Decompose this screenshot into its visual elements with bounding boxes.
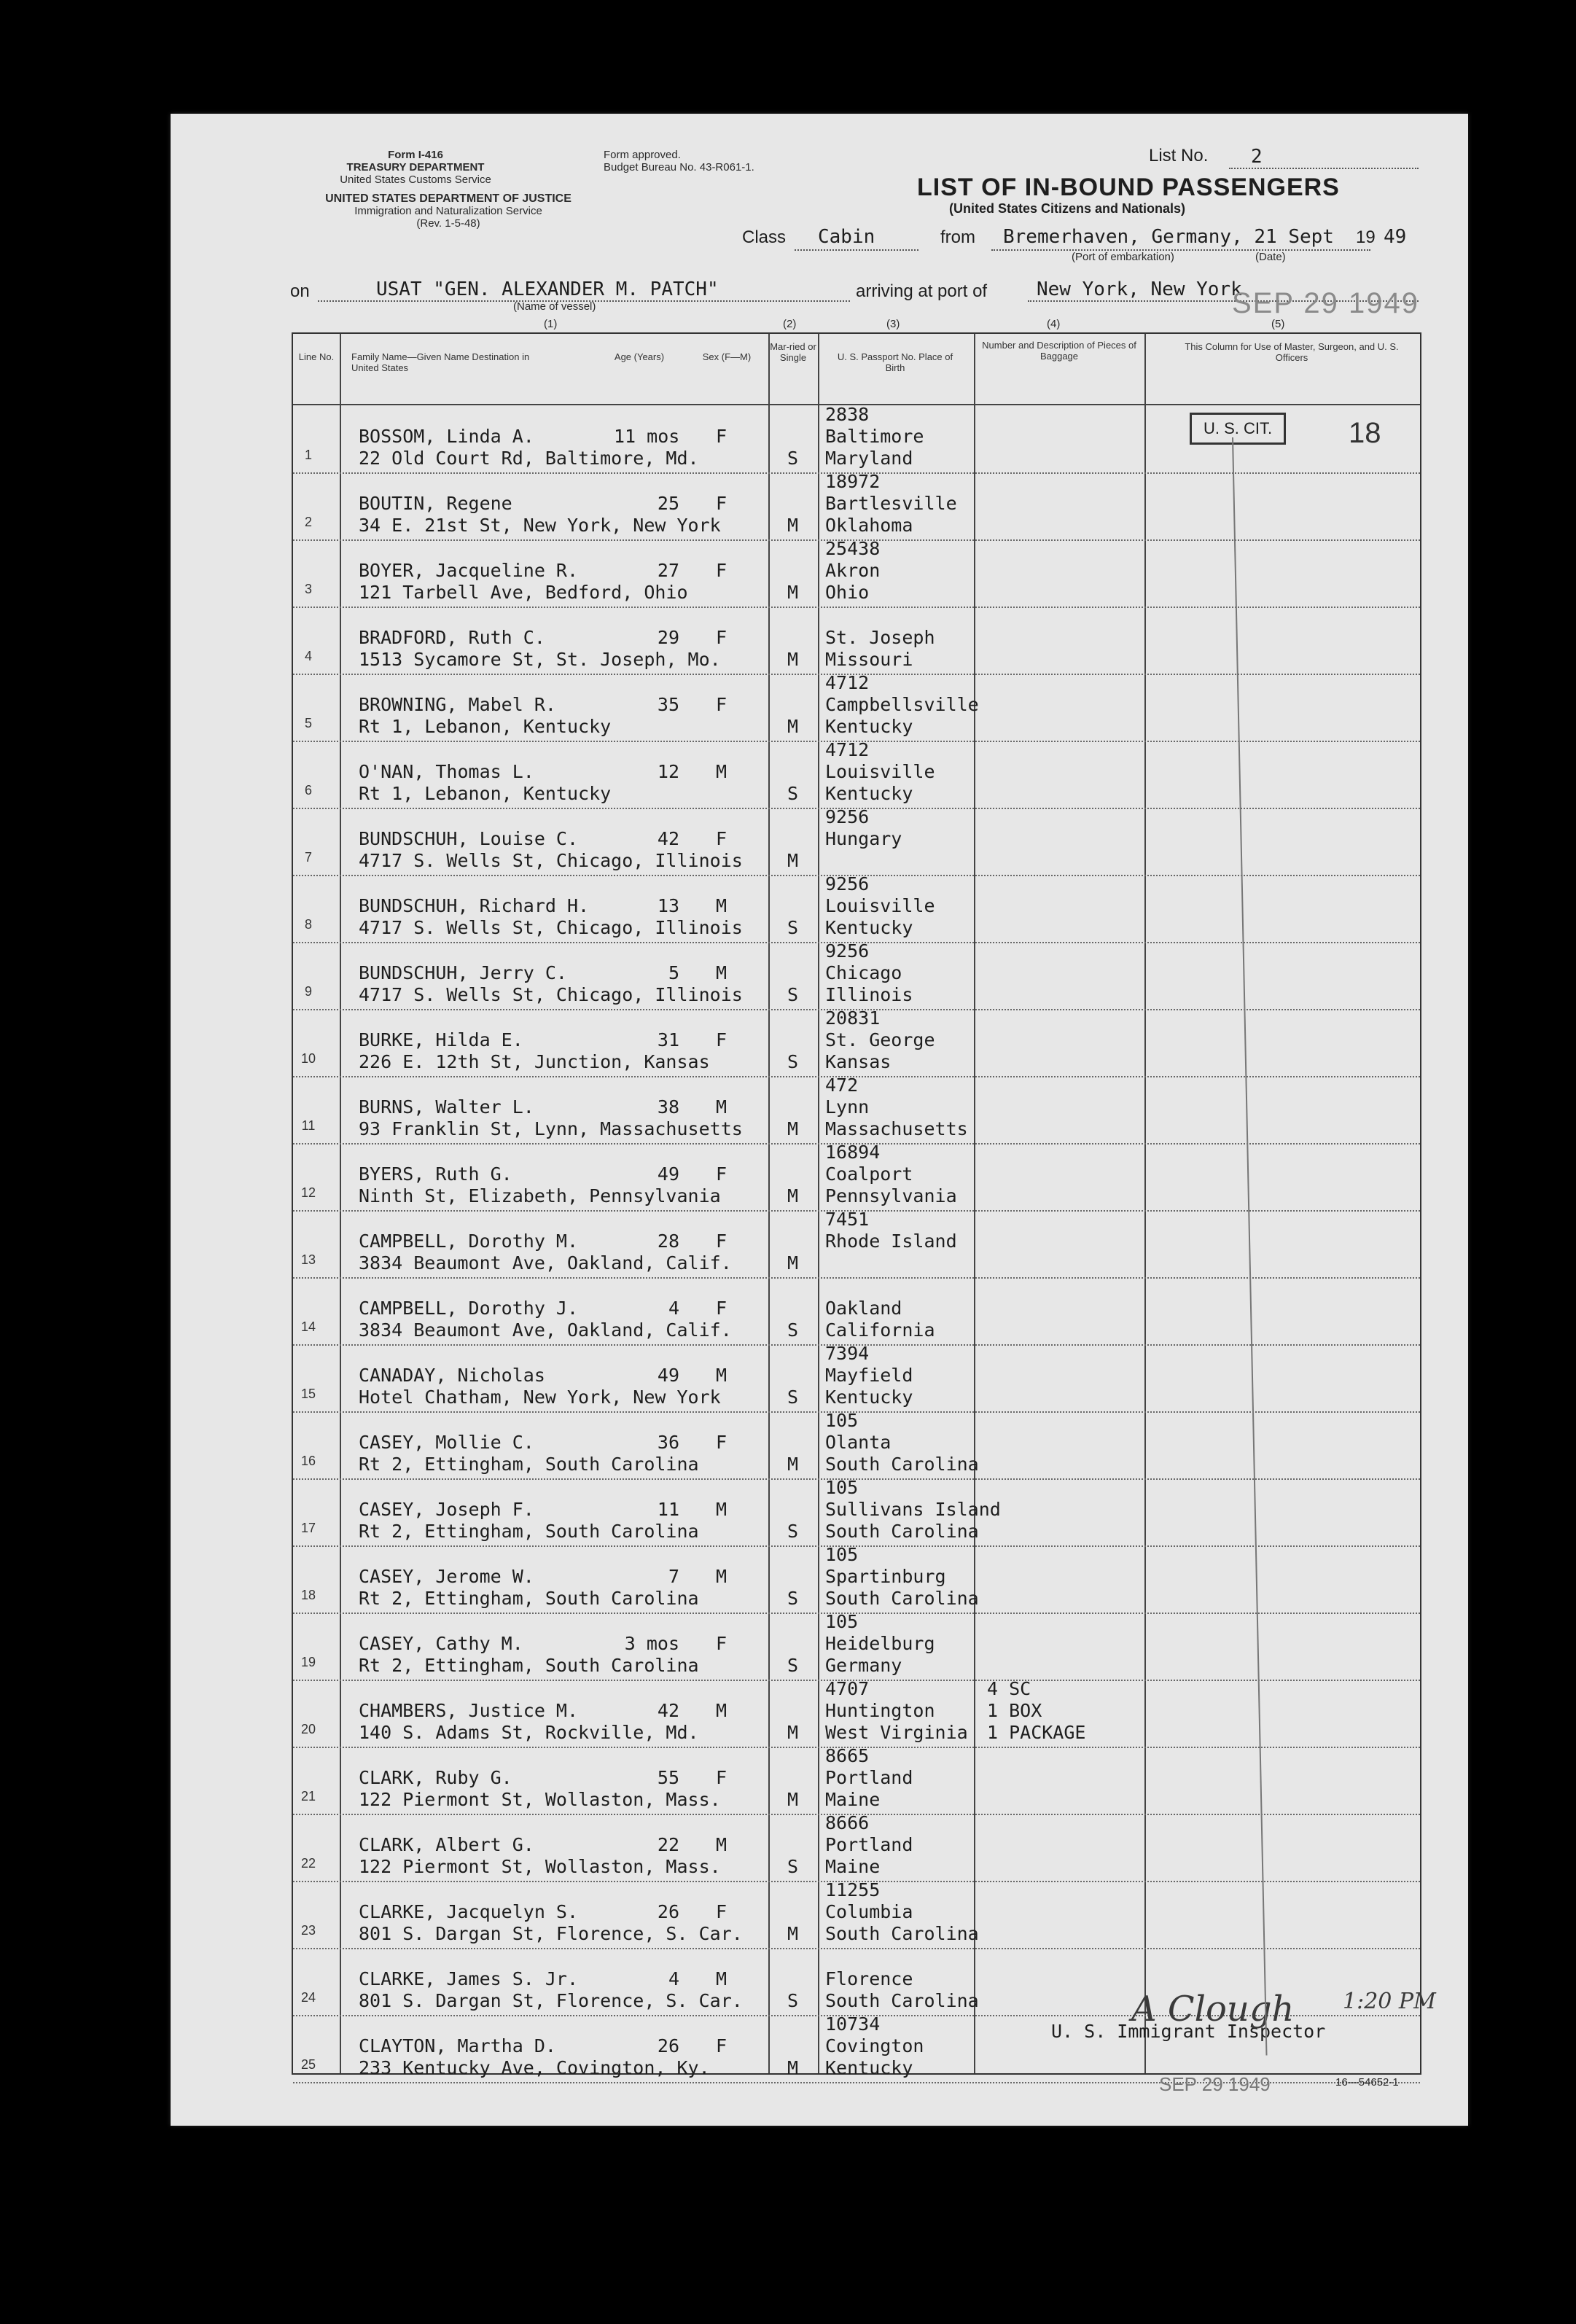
passenger-address: 1513 Sycamore St, St. Joseph, Mo. <box>359 649 721 670</box>
passport-number: 25438 <box>825 538 881 559</box>
passenger-row <box>293 1745 1420 1815</box>
passenger-address: 4717 S. Wells St, Chicago, Illinois <box>359 917 743 938</box>
passenger-row <box>293 1007 1420 1077</box>
birth-place-line2: Ohio <box>825 582 870 603</box>
passenger-name: BUNDSCHUH, Richard H. <box>359 895 590 916</box>
customs-service: United States Customs Service <box>340 173 491 186</box>
birth-place-line1: Louisville <box>825 895 935 916</box>
line-number: 14 <box>300 1319 316 1334</box>
passenger-row <box>293 1611 1420 1681</box>
passenger-age: 42 <box>657 1700 679 1721</box>
passport-number: 105 <box>825 1544 859 1565</box>
marital-status: M <box>787 1789 799 1810</box>
passport-number: 472 <box>825 1075 859 1096</box>
inspector-time: 1:20 PM <box>1343 1989 1436 2014</box>
passenger-name: BUNDSCHUH, Jerry C. <box>359 962 567 983</box>
passenger-name: CHAMBERS, Justice M. <box>359 1700 579 1721</box>
marital-status: S <box>787 1521 799 1542</box>
line-number: 11 <box>301 1118 316 1133</box>
passenger-address: 801 S. Dargan St, Florence, S. Car. <box>359 1923 743 1944</box>
line-number: 9 <box>304 984 312 999</box>
marital-status: M <box>787 1923 799 1944</box>
passenger-name: BOSSOM, Linda A. <box>359 426 534 447</box>
birth-place-line1: Portland <box>825 1767 913 1788</box>
passenger-name: CLARK, Albert G. <box>359 1834 534 1855</box>
marital-status: S <box>787 917 799 938</box>
marital-status: M <box>787 716 799 737</box>
birth-place-line1: Portland <box>825 1834 913 1855</box>
passenger-sex: F <box>716 694 727 715</box>
passenger-sex: F <box>716 1231 727 1252</box>
passenger-address: 34 E. 21st St, New York, New York <box>359 515 721 536</box>
passenger-address: Rt 2, Ettingham, South Carolina <box>359 1454 699 1475</box>
passenger-name: BRADFORD, Ruth C. <box>359 627 545 648</box>
birth-place-line1: Mayfield <box>825 1365 913 1386</box>
passenger-sex: F <box>716 1163 727 1185</box>
birth-place-line1: Huntington <box>825 1700 935 1721</box>
passenger-row <box>293 1879 1420 1949</box>
birth-place-line1: Heidelburg <box>825 1633 935 1654</box>
page-subtitle: (United States Citizens and Nationals) <box>949 201 1186 216</box>
passenger-row <box>293 404 1420 474</box>
line-number: 16 <box>300 1454 316 1468</box>
passenger-sex: F <box>716 1633 727 1654</box>
passenger-address: Rt 2, Ettingham, South Carolina <box>359 1655 699 1676</box>
birth-place-line2: Massachusetts <box>825 1118 968 1139</box>
passport-number: 9256 <box>825 873 870 894</box>
line-number: 21 <box>300 1789 316 1804</box>
passenger-age: 28 <box>657 1231 679 1252</box>
justice-dept: UNITED STATES DEPARTMENT OF JUSTICE <box>325 192 572 205</box>
passenger-row <box>293 1544 1420 1614</box>
vessel-name: USAT "GEN. ALEXANDER M. PATCH" <box>376 278 719 300</box>
passport-number: 2838 <box>825 404 870 425</box>
passenger-age: 26 <box>657 2035 679 2056</box>
passenger-row <box>293 873 1420 943</box>
birth-place-line2: Kentucky <box>825 1387 913 1408</box>
passenger-address: 93 Franklin St, Lynn, Massachusetts <box>359 1118 743 1139</box>
birth-place-line2: South Carolina <box>825 1990 979 2011</box>
officer-count: 18 <box>1349 417 1381 449</box>
passenger-sex: F <box>716 1298 727 1319</box>
marital-status: M <box>787 582 799 603</box>
line-number: 8 <box>304 917 312 932</box>
line-number: 7 <box>304 850 312 865</box>
embarkation-value: Bremerhaven, Germany, 21 Sept <box>1003 226 1334 248</box>
birth-place-line1: St. George <box>825 1029 935 1050</box>
passenger-name: CAMPBELL, Dorothy J. <box>359 1298 579 1319</box>
passport-number: 105 <box>825 1477 859 1498</box>
line-number: 3 <box>304 582 312 596</box>
class-value: Cabin <box>818 226 875 248</box>
passenger-name: CANADAY, Nicholas <box>359 1365 545 1386</box>
birth-place-line2: Maryland <box>825 448 913 469</box>
passenger-row <box>293 1477 1420 1547</box>
passport-number: 20831 <box>825 1007 881 1029</box>
passenger-row <box>293 538 1420 608</box>
birth-place-line2: Illinois <box>825 984 913 1005</box>
col-num-2: (2) <box>783 318 797 330</box>
birth-place-line2: West Virginia <box>825 1722 968 1743</box>
header-line-no: Line No. <box>298 351 335 362</box>
birth-place-line2: Maine <box>825 1856 881 1877</box>
line-number: 15 <box>300 1387 316 1401</box>
passport-number: 8666 <box>825 1812 870 1833</box>
passport-number: 11255 <box>825 1879 881 1900</box>
budget-bureau: Budget Bureau No. 43-R061-1. <box>604 161 754 173</box>
passenger-name: CLARKE, Jacquelyn S. <box>359 1901 579 1922</box>
passenger-row <box>293 1142 1420 1212</box>
passenger-age: 5 <box>668 962 679 983</box>
marital-status: S <box>787 1655 799 1676</box>
list-no-label: List No. <box>1149 146 1209 165</box>
passenger-age: 7 <box>668 1566 679 1587</box>
passport-number: 7451 <box>825 1209 870 1230</box>
inspector-signature: A Clough <box>1131 1989 1295 2029</box>
passenger-name: CAMPBELL, Dorothy M. <box>359 1231 579 1252</box>
passenger-address: 3834 Beaumont Ave, Oakland, Calif. <box>359 1319 732 1341</box>
list-no-underline <box>1229 168 1419 169</box>
marital-status: S <box>787 1387 799 1408</box>
line-number: 25 <box>300 2057 316 2072</box>
line-number: 24 <box>300 1990 316 2005</box>
line-number: 6 <box>304 783 312 798</box>
line-number: 13 <box>300 1252 316 1267</box>
birth-place-line1: Campbellsville <box>825 694 979 715</box>
passenger-sex: M <box>716 1499 727 1520</box>
passport-number: 7394 <box>825 1343 870 1364</box>
passenger-row <box>293 1678 1420 1748</box>
line-number: 17 <box>300 1521 316 1535</box>
col-num-3: (3) <box>886 318 900 330</box>
birth-place-line1: Chicago <box>825 962 902 983</box>
birth-place-line2: California <box>825 1319 935 1341</box>
line-number: 1 <box>304 448 312 462</box>
justice-block <box>284 192 612 230</box>
passenger-name: CLARKE, James S. Jr. <box>359 1968 579 1989</box>
marital-status: M <box>787 1722 799 1743</box>
birth-place-line2: Maine <box>825 1789 881 1810</box>
passenger-address: Hotel Chatham, New York, New York <box>359 1387 721 1408</box>
treasury-dept: TREASURY DEPARTMENT <box>346 161 485 173</box>
passenger-address: 122 Piermont St, Wollaston, Mass. <box>359 1856 721 1877</box>
header-name: Family Name—Given Name Destination in United States <box>351 351 530 373</box>
marital-status: S <box>787 1990 799 2011</box>
col-num-4: (4) <box>1047 318 1061 330</box>
birth-place-line2: Missouri <box>825 649 913 670</box>
passenger-sex: F <box>716 1432 727 1453</box>
header-married: Mar-ried or Single <box>770 341 816 363</box>
birth-place-line2: Kentucky <box>825 2057 913 2078</box>
form-approved: Form approved. <box>604 149 681 161</box>
passenger-name: CASEY, Cathy M. <box>359 1633 523 1654</box>
passenger-table <box>292 332 1436 2078</box>
marital-status: M <box>787 1185 799 1206</box>
birth-place-line2: Kentucky <box>825 716 913 737</box>
inspector-label: U. S. Immigrant Inspector <box>1051 2021 1326 2042</box>
birth-place-line1: Sullivans Island <box>825 1499 1001 1520</box>
passenger-address: Rt 2, Ettingham, South Carolina <box>359 1588 699 1609</box>
list-no-value: 2 <box>1251 146 1263 168</box>
header-age: Age (Years) <box>614 351 665 362</box>
birth-place-line2: Kansas <box>825 1051 892 1072</box>
revision: (Rev. 1-5-48) <box>416 217 480 230</box>
header-sex: Sex (F—M) <box>702 351 752 362</box>
passenger-address: Rt 1, Lebanon, Kentucky <box>359 716 612 737</box>
passport-number: 9256 <box>825 940 870 962</box>
footer-code: 16—54652-1 <box>1335 2076 1399 2089</box>
passport-number: 4707 <box>825 1678 870 1699</box>
passport-number: 10734 <box>825 2013 881 2035</box>
passenger-name: CLARK, Ruby G. <box>359 1767 512 1788</box>
passenger-name: BURNS, Walter L. <box>359 1096 534 1118</box>
marital-status: S <box>787 783 799 804</box>
passenger-name: CASEY, Mollie C. <box>359 1432 534 1453</box>
birth-place-line1: Oakland <box>825 1298 902 1319</box>
birth-place-line2: South Carolina <box>825 1521 979 1542</box>
passenger-age: 42 <box>657 828 679 849</box>
arrival-port: New York, New York <box>1037 278 1242 300</box>
marital-status: S <box>787 984 799 1005</box>
footer-date-stamp: SEP 29 1949 <box>1159 2073 1271 2095</box>
passenger-name: BURKE, Hilda E. <box>359 1029 523 1050</box>
passenger-sex: F <box>716 1767 727 1788</box>
passenger-age: 25 <box>657 493 679 514</box>
passenger-name: BOUTIN, Regene <box>359 493 512 514</box>
passenger-sex: M <box>716 895 727 916</box>
birth-place-line2: South Carolina <box>825 1588 979 1609</box>
marital-status: S <box>787 1051 799 1072</box>
birth-place-line1: Hungary <box>825 828 902 849</box>
form-header-left <box>284 149 547 186</box>
passenger-name: BUNDSCHUH, Louise C. <box>359 828 579 849</box>
line-number: 12 <box>300 1185 316 1200</box>
passenger-age: 4 <box>668 1298 679 1319</box>
passport-number: 9256 <box>825 806 870 827</box>
birth-place-line1: Rhode Island <box>825 1231 957 1252</box>
passport-number: 105 <box>825 1410 859 1431</box>
birth-place-line2: South Carolina <box>825 1454 979 1475</box>
passenger-name: BOYER, Jacqueline R. <box>359 560 579 581</box>
passenger-sex: F <box>716 426 727 447</box>
passenger-sex: M <box>716 1365 727 1386</box>
us-citizen-stamp: U. S. CIT. <box>1190 413 1286 445</box>
birth-place-line1: Coalport <box>825 1163 913 1185</box>
year-prefix: 19 <box>1356 227 1376 247</box>
line-number: 19 <box>300 1655 316 1669</box>
passport-number: 4712 <box>825 672 870 693</box>
passenger-row <box>293 608 1420 675</box>
date-note: (Date) <box>1255 251 1286 263</box>
birth-place-line1: Akron <box>825 560 881 581</box>
birth-place-line2: Pennsylvania <box>825 1185 957 1206</box>
marital-status: M <box>787 515 799 536</box>
passenger-age: 12 <box>657 761 679 782</box>
marital-status: M <box>787 2057 799 2078</box>
passenger-age: 36 <box>657 1432 679 1453</box>
line-number: 2 <box>304 515 312 529</box>
passenger-row <box>293 471 1420 541</box>
class-underline <box>795 249 918 251</box>
passenger-address: Rt 2, Ettingham, South Carolina <box>359 1521 699 1542</box>
passenger-address: 4717 S. Wells St, Chicago, Illinois <box>359 850 743 871</box>
passenger-sex: F <box>716 627 727 648</box>
line-number: 20 <box>300 1722 316 1736</box>
passport-number: 16894 <box>825 1142 881 1163</box>
passenger-sex: F <box>716 560 727 581</box>
line-number: 5 <box>304 716 312 730</box>
port-note: (Port of embarkation) <box>1072 251 1174 263</box>
line-number: 22 <box>300 1856 316 1871</box>
marital-status: M <box>787 1118 799 1139</box>
birth-place-line1: Lynn <box>825 1096 870 1118</box>
passenger-sex: M <box>716 1096 727 1118</box>
marital-status: S <box>787 1856 799 1877</box>
marital-status: S <box>787 1319 799 1341</box>
passenger-sex: M <box>716 1566 727 1587</box>
passenger-sex: F <box>716 1901 727 1922</box>
passenger-row <box>293 806 1420 876</box>
from-label: from <box>940 227 975 247</box>
passenger-address: 3834 Beaumont Ave, Oakland, Calif. <box>359 1252 732 1274</box>
baggage-item: 1 BOX <box>987 1700 1042 1721</box>
passenger-row <box>293 1812 1420 1882</box>
birth-place-line1: Florence <box>825 1968 913 1989</box>
passenger-age: 31 <box>657 1029 679 1050</box>
header-baggage: Number and Description of Pieces of Baggage <box>982 340 1136 362</box>
year-suffix: 49 <box>1384 226 1407 248</box>
vessel-note: (Name of vessel) <box>513 300 596 313</box>
line-number: 23 <box>300 1923 316 1938</box>
birth-place-line1: Baltimore <box>825 426 924 447</box>
passenger-address: 140 S. Adams St, Rockville, Md. <box>359 1722 699 1743</box>
birth-place-line1: Spartinburg <box>825 1566 946 1587</box>
baggage-item: 1 PACKAGE <box>987 1722 1086 1743</box>
header-officers: This Column for Use of Master, Surgeon, and U. S. Officers <box>1185 341 1399 363</box>
passenger-age: 4 <box>668 1968 679 1989</box>
passenger-sex: F <box>716 1029 727 1050</box>
marital-status: M <box>787 649 799 670</box>
passenger-age: 55 <box>657 1767 679 1788</box>
birth-place-line1: Louisville <box>825 761 935 782</box>
marital-status: M <box>787 850 799 871</box>
line-number: 4 <box>304 649 312 663</box>
passenger-address: 801 S. Dargan St, Florence, S. Car. <box>359 1990 743 2011</box>
marital-status: M <box>787 1454 799 1475</box>
passenger-sex: F <box>716 828 727 849</box>
birth-place-line2: Kentucky <box>825 917 913 938</box>
arriving-label: arriving at port of <box>856 281 988 301</box>
header-passport: U. S. Passport No. Place of Birth <box>837 351 953 373</box>
form-number: Form I-416 <box>388 149 443 161</box>
line-number: 10 <box>300 1051 316 1066</box>
passenger-age: 29 <box>657 627 679 648</box>
passenger-age: 27 <box>657 560 679 581</box>
birth-place-line1: Bartlesville <box>825 493 957 514</box>
passenger-sex: M <box>716 1968 727 1989</box>
passenger-address: Ninth St, Elizabeth, Pennsylvania <box>359 1185 721 1206</box>
passenger-address: 233 Kentucky Ave, Covington, Ky. <box>359 2057 710 2078</box>
passenger-name: CASEY, Joseph F. <box>359 1499 534 1520</box>
passenger-age: 22 <box>657 1834 679 1855</box>
passenger-name: BYERS, Ruth G. <box>359 1163 512 1185</box>
passport-number: 4712 <box>825 739 870 760</box>
marital-status: S <box>787 448 799 469</box>
class-label: Class <box>742 227 787 247</box>
passenger-age: 35 <box>657 694 679 715</box>
col-num-1: (1) <box>544 318 558 330</box>
passenger-name: O'NAN, Thomas L. <box>359 761 534 782</box>
passenger-age: 11 mos <box>614 426 680 447</box>
passenger-address: 122 Piermont St, Wollaston, Mass. <box>359 1789 721 1810</box>
col-num-5: (5) <box>1271 318 1285 330</box>
line-number: 18 <box>300 1588 316 1602</box>
passenger-sex: F <box>716 2035 727 2056</box>
passenger-name: BROWNING, Mabel R. <box>359 694 556 715</box>
passenger-row <box>293 739 1420 809</box>
passenger-name: CASEY, Jerome W. <box>359 1566 534 1587</box>
passenger-name: CLAYTON, Martha D. <box>359 2035 556 2056</box>
passenger-age: 13 <box>657 895 679 916</box>
marital-status: M <box>787 1252 799 1274</box>
birth-place-line2: South Carolina <box>825 1923 979 1944</box>
passenger-row <box>293 940 1420 1010</box>
baggage-item: 4 SC <box>987 1678 1031 1699</box>
passenger-address: Rt 1, Lebanon, Kentucky <box>359 783 612 804</box>
birth-place-line2: Kentucky <box>825 783 913 804</box>
passenger-age: 3 mos <box>624 1633 679 1654</box>
marital-status: S <box>787 1588 799 1609</box>
birth-place-line2: Germany <box>825 1655 902 1676</box>
passport-number: 105 <box>825 1611 859 1632</box>
passenger-row <box>293 1410 1420 1480</box>
passenger-address: 22 Old Court Rd, Baltimore, Md. <box>359 448 699 469</box>
passenger-sex: F <box>716 493 727 514</box>
birth-place-line1: Olanta <box>825 1432 892 1453</box>
passenger-age: 38 <box>657 1096 679 1118</box>
form-approval <box>604 149 754 173</box>
passenger-age: 26 <box>657 1901 679 1922</box>
passenger-address: 226 E. 12th St, Junction, Kansas <box>359 1051 710 1072</box>
passenger-row <box>293 672 1420 742</box>
page-title: LIST OF IN-BOUND PASSENGERS <box>917 173 1340 201</box>
passenger-address: 121 Tarbell Ave, Bedford, Ohio <box>359 582 688 603</box>
passport-number: 18972 <box>825 471 881 492</box>
birth-place-line2: Oklahoma <box>825 515 913 536</box>
passenger-row <box>293 1209 1420 1279</box>
birth-place-line1: Covington <box>825 2035 924 2056</box>
birth-place-line1: Columbia <box>825 1901 913 1922</box>
passenger-sex: M <box>716 962 727 983</box>
passenger-age: 11 <box>657 1499 679 1520</box>
passenger-age: 49 <box>657 1163 679 1185</box>
passport-number: 8665 <box>825 1745 870 1766</box>
from-underline <box>991 249 1370 251</box>
passenger-sex: M <box>716 1700 727 1721</box>
passenger-address: 4717 S. Wells St, Chicago, Illinois <box>359 984 743 1005</box>
passenger-sex: M <box>716 761 727 782</box>
ins-service: Immigration and Naturalization Service <box>354 205 542 217</box>
passenger-age: 49 <box>657 1365 679 1386</box>
passenger-row <box>293 1077 1420 1145</box>
birth-place-line1: St. Joseph <box>825 627 935 648</box>
on-label: on <box>290 281 310 301</box>
arrival-date-stamp: SEP 29 1949 <box>1232 287 1420 319</box>
passenger-sex: M <box>716 1834 727 1855</box>
